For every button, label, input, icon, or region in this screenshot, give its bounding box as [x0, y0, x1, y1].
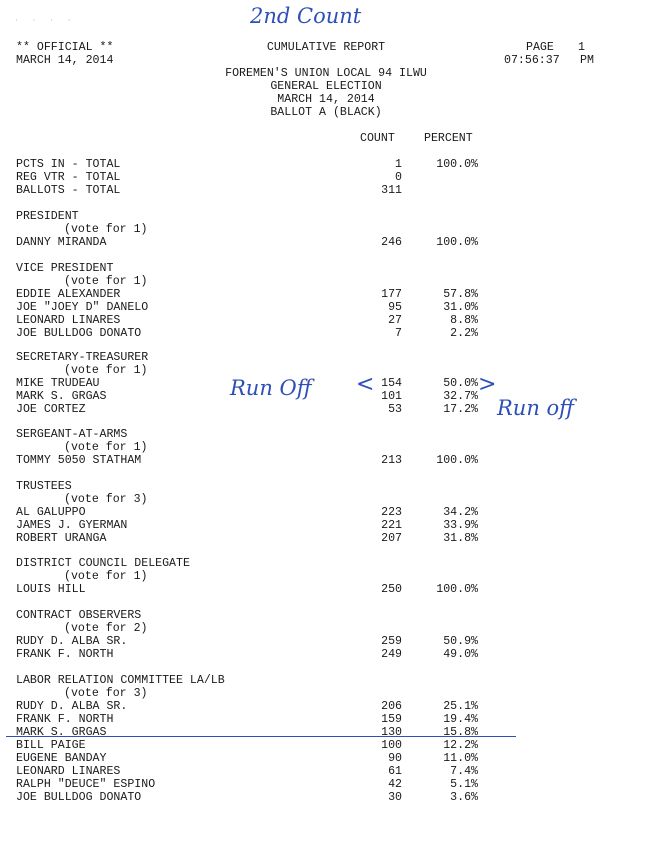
- candidate-name: DANNY MIRANDA: [16, 236, 107, 249]
- candidate-percent: 17.2%: [443, 403, 478, 416]
- handwritten-bracket-left: <: [356, 372, 375, 397]
- org-name: FOREMEN'S UNION LOCAL 94 ILWU: [225, 67, 427, 80]
- candidate-name: MARK S. GRGAS: [16, 390, 107, 403]
- candidate-count: 177: [381, 288, 402, 301]
- candidate-count: 100: [381, 739, 402, 752]
- candidate-name: JOE "JOEY D" DANELO: [16, 301, 149, 314]
- candidate-percent: 5.1%: [450, 778, 478, 791]
- total-count: 1: [395, 158, 402, 171]
- candidate-count: 223: [381, 506, 402, 519]
- candidate-percent: 57.8%: [443, 288, 478, 301]
- report-date: MARCH 14, 2014: [16, 54, 114, 67]
- candidate-count: 53: [388, 403, 402, 416]
- candidate-name: JOE CORTEZ: [16, 403, 86, 416]
- candidate-count: 61: [388, 765, 402, 778]
- race-vote-for: (vote for 3): [64, 493, 148, 506]
- candidate-name: RALPH "DEUCE" ESPINO: [16, 778, 156, 791]
- scan-marks: · · · ·: [14, 16, 76, 25]
- race-vote-for: (vote for 3): [64, 687, 148, 700]
- candidate-name: RUDY D. ALBA SR.: [16, 700, 128, 713]
- candidate-percent: 50.9%: [443, 635, 478, 648]
- candidate-count: 246: [381, 236, 402, 249]
- race-vote-for: (vote for 1): [64, 570, 148, 583]
- handwritten-run-off-left: Run Off: [230, 376, 312, 400]
- handwritten-run-off-right: Run off: [497, 396, 575, 420]
- candidate-count: 7: [395, 327, 402, 340]
- candidate-name: LOUIS HILL: [16, 583, 86, 596]
- candidate-count: 250: [381, 583, 402, 596]
- candidate-name: RUDY D. ALBA SR.: [16, 635, 128, 648]
- candidate-percent: 15.8%: [443, 726, 478, 739]
- candidate-name: FRANK F. NORTH: [16, 713, 114, 726]
- candidate-count: 206: [381, 700, 402, 713]
- candidate-name: EUGENE BANDAY: [16, 752, 107, 765]
- candidate-name: JOE BULLDOG DONATO: [16, 791, 142, 804]
- candidate-percent: 50.0%: [443, 377, 478, 390]
- candidate-percent: 31.0%: [443, 301, 478, 314]
- candidate-percent: 3.6%: [450, 791, 478, 804]
- candidate-name: TOMMY 5050 STATHAM: [16, 454, 142, 467]
- total-count: 311: [381, 184, 402, 197]
- report-ampm: PM: [580, 54, 594, 67]
- race-title: DISTRICT COUNCIL DELEGATE: [16, 557, 190, 570]
- race-vote-for: (vote for 2): [64, 622, 148, 635]
- candidate-name: MARK S. GRGAS: [16, 726, 107, 739]
- race-title: SECRETARY-TREASURER: [16, 351, 149, 364]
- handwritten-second-count: 2nd Count: [250, 4, 362, 28]
- candidate-count: 95: [388, 301, 402, 314]
- page-label: PAGE: [526, 41, 554, 54]
- race-title: VICE PRESIDENT: [16, 262, 114, 275]
- report-title: CUMULATIVE REPORT: [266, 41, 386, 54]
- candidate-name: EDDIE ALEXANDER: [16, 288, 121, 301]
- election-name: GENERAL ELECTION: [270, 80, 382, 93]
- candidate-percent: 8.8%: [450, 314, 478, 327]
- total-percent: 100.0%: [436, 158, 478, 171]
- race-title: CONTRACT OBSERVERS: [16, 609, 142, 622]
- race-title: LABOR RELATION COMMITTEE LA/LB: [16, 674, 225, 687]
- candidate-count: 101: [381, 390, 402, 403]
- candidate-name: ROBERT URANGA: [16, 532, 107, 545]
- candidate-percent: 34.2%: [443, 506, 478, 519]
- candidate-name: BILL PAIGE: [16, 739, 86, 752]
- total-label: BALLOTS - TOTAL: [16, 184, 121, 197]
- candidate-percent: 12.2%: [443, 739, 478, 752]
- race-vote-for: (vote for 1): [64, 275, 148, 288]
- total-label: REG VTR - TOTAL: [16, 171, 121, 184]
- candidate-name: MIKE TRUDEAU: [16, 377, 100, 390]
- candidate-percent: 100.0%: [436, 454, 478, 467]
- race-vote-for: (vote for 1): [64, 364, 148, 377]
- candidate-name: LEONARD LINARES: [16, 765, 121, 778]
- candidate-count: 213: [381, 454, 402, 467]
- candidate-name: FRANK F. NORTH: [16, 648, 114, 661]
- candidate-percent: 19.4%: [443, 713, 478, 726]
- ballot-name: BALLOT A (BLACK): [270, 106, 382, 119]
- candidate-percent: 32.7%: [443, 390, 478, 403]
- candidate-count: 207: [381, 532, 402, 545]
- candidate-percent: 100.0%: [436, 583, 478, 596]
- candidate-count: 90: [388, 752, 402, 765]
- total-label: PCTS IN - TOTAL: [16, 158, 121, 171]
- race-vote-for: (vote for 1): [64, 223, 148, 236]
- candidate-percent: 31.8%: [443, 532, 478, 545]
- candidate-name: JAMES J. GYERMAN: [16, 519, 128, 532]
- count-column-header: COUNT: [360, 132, 395, 145]
- total-count: 0: [395, 171, 402, 184]
- candidate-name: AL GALUPPO: [16, 506, 86, 519]
- candidate-percent: 33.9%: [443, 519, 478, 532]
- candidate-count: 42: [388, 778, 402, 791]
- report-time: 07:56:37: [504, 54, 560, 67]
- handwritten-bracket-right: >: [478, 372, 497, 397]
- race-title: SERGEANT-AT-ARMS: [16, 428, 128, 441]
- page-number: 1: [578, 41, 585, 54]
- candidate-percent: 7.4%: [450, 765, 478, 778]
- race-title: TRUSTEES: [16, 480, 72, 493]
- candidate-percent: 11.0%: [443, 752, 478, 765]
- candidate-count: 159: [381, 713, 402, 726]
- official-label: ** OFFICIAL **: [16, 41, 114, 54]
- percent-column-header: PERCENT: [424, 132, 473, 145]
- handwritten-cutoff-line: [6, 736, 516, 737]
- candidate-percent: 100.0%: [436, 236, 478, 249]
- candidate-count: 249: [381, 648, 402, 661]
- candidate-count: 30: [388, 791, 402, 804]
- candidate-name: JOE BULLDOG DONATO: [16, 327, 142, 340]
- candidate-percent: 25.1%: [443, 700, 478, 713]
- election-date: MARCH 14, 2014: [277, 93, 375, 106]
- candidate-percent: 2.2%: [450, 327, 478, 340]
- candidate-name: LEONARD LINARES: [16, 314, 121, 327]
- candidate-count: 221: [381, 519, 402, 532]
- candidate-count: 27: [388, 314, 402, 327]
- candidate-count: 154: [381, 377, 402, 390]
- candidate-count: 130: [381, 726, 402, 739]
- candidate-percent: 49.0%: [443, 648, 478, 661]
- candidate-count: 259: [381, 635, 402, 648]
- race-title: PRESIDENT: [16, 210, 79, 223]
- race-vote-for: (vote for 1): [64, 441, 148, 454]
